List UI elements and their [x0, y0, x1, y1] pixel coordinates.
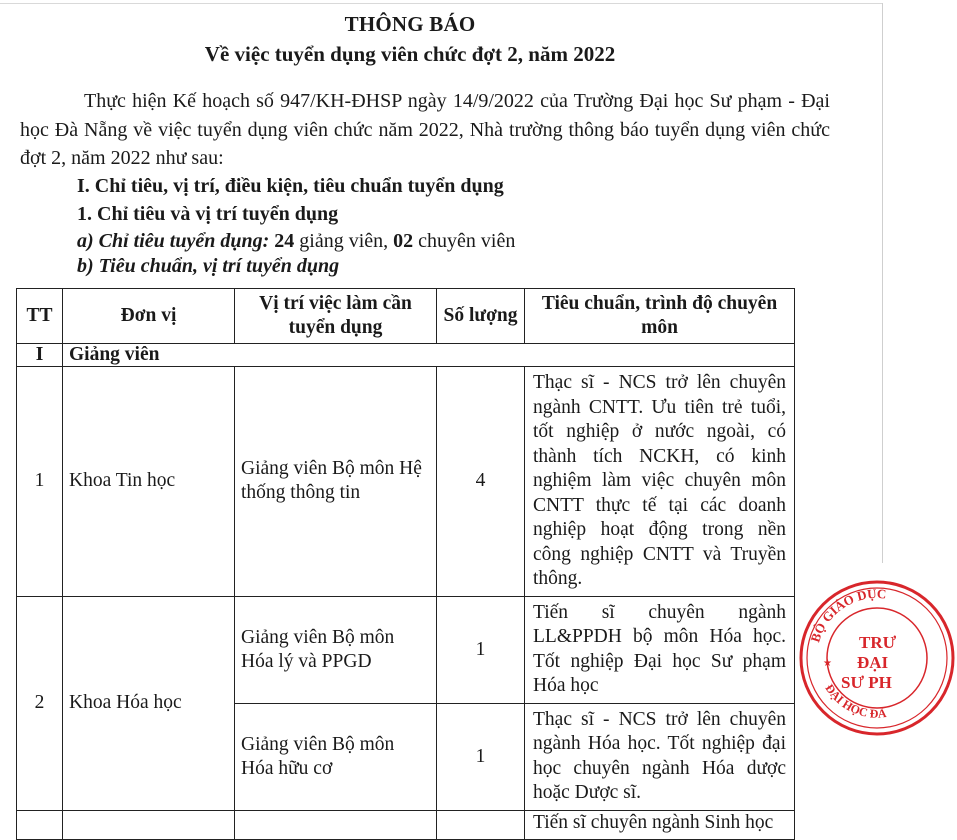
- row1-standard: Thạc sĩ - NCS trở lên chuyên ngành CNTT. Ưu tiên trẻ tuổi, tốt nghiệp ở nước ngoài, có thành tích NCKH, có kinh nghiệm làm việc chuyên môn CNTT thực tế tại các doanh nghiệp hoạt động trong nền công nghiệp CNTT và Truyền thông.: [525, 367, 795, 597]
- top-border-line: [0, 3, 883, 4]
- header-quantity: Số lượng: [437, 289, 525, 344]
- header-unit: Đơn vị: [63, 289, 235, 344]
- stamp-center-line-1: TRƯ: [859, 633, 897, 652]
- right-border-line: [882, 3, 883, 563]
- row2a-position: Giảng viên Bộ môn Hóa lý và PPGD: [235, 596, 437, 703]
- row1-tt: 1: [17, 367, 63, 597]
- quota-lecturers-text: giảng viên,: [299, 230, 389, 252]
- stamp-ring-text: BỘ GIÁO DỤC: [807, 585, 887, 645]
- header-tt: TT: [17, 289, 63, 344]
- section-roman: I: [17, 344, 63, 367]
- partial-row-standard: Tiến sĩ chuyên ngành Sinh học: [525, 810, 795, 840]
- table-row-partial: [17, 810, 795, 840]
- quota-lecturers-number: 24: [274, 230, 295, 252]
- document-title: THÔNG BÁO: [344, 12, 476, 36]
- row2b-quantity: 1: [437, 703, 525, 810]
- section-heading-2: 1. Chỉ tiêu và vị trí tuyển dụng: [77, 203, 339, 225]
- stamp-star-icon: ★: [823, 658, 832, 669]
- table-header-row: [17, 289, 795, 344]
- row1-unit: Khoa Tin học: [63, 367, 235, 597]
- section-title: Giảng viên: [63, 344, 795, 367]
- section-heading-1: I. Chỉ tiêu, vị trí, điều kiện, tiêu chuẩn tuyển dụng: [77, 175, 504, 197]
- section-row-lecturers: [17, 344, 795, 367]
- row2a-standard: Tiến sĩ chuyên ngành LL&PPDH bộ môn Hóa học. Tốt nghiệp Đại học Sư phạm Hóa học: [525, 596, 795, 703]
- row2b-standard: Thạc sĩ - NCS trở lên chuyên ngành Hóa học. Tốt nghiệp đại học chuyên ngành Hóa dược hoặc Dược sĩ.: [525, 703, 795, 810]
- official-seal-stamp: [797, 578, 957, 738]
- quota-line: [77, 230, 515, 253]
- row2-tt: 2: [17, 596, 63, 810]
- document-subtitle: [0, 42, 820, 67]
- stamp-bottom-text: ĐẠI HỌC ĐÀ: [822, 681, 888, 721]
- quota-label: a) Chỉ tiêu tuyển dụng:: [77, 230, 270, 252]
- recruitment-table: [16, 288, 795, 840]
- table-row: [17, 596, 795, 703]
- section-heading-b: b) Tiêu chuẩn, vị trí tuyển dụng: [77, 255, 340, 277]
- header-standard: Tiêu chuẩn, trình độ chuyên môn: [525, 289, 795, 344]
- quota-specialists-text: chuyên viên: [418, 230, 516, 252]
- subtitle-text: Về việc tuyển dụng viên chức đợt 2, năm 2022: [204, 42, 616, 66]
- row2a-quantity: 1: [437, 596, 525, 703]
- row1-quantity: 4: [437, 367, 525, 597]
- row1-position: Giảng viên Bộ môn Hệ thống thông tin: [235, 367, 437, 597]
- table-row: [17, 367, 795, 597]
- header-position: Vị trí việc làm cần tuyển dụng: [235, 289, 437, 344]
- row2-unit: Khoa Hóa học: [63, 596, 235, 810]
- row2b-position: Giảng viên Bộ môn Hóa hữu cơ: [235, 703, 437, 810]
- intro-paragraph: [20, 87, 830, 173]
- quota-specialists-number: 02: [393, 230, 414, 252]
- intro-text: Thực hiện Kế hoạch số 947/KH-ĐHSP ngày 14/9/2022 của Trường Đại học Sư phạm - Đại học Đà Nẵng về việc tuyển dụng viên chức năm 2022, Nhà trường thông báo tuyển dụng viên chức đợt 2, năm 2022 như sau:: [20, 90, 830, 169]
- stamp-center-line-2: ĐẠI: [857, 653, 889, 672]
- stamp-center-line-3: SƯ PH: [841, 673, 892, 692]
